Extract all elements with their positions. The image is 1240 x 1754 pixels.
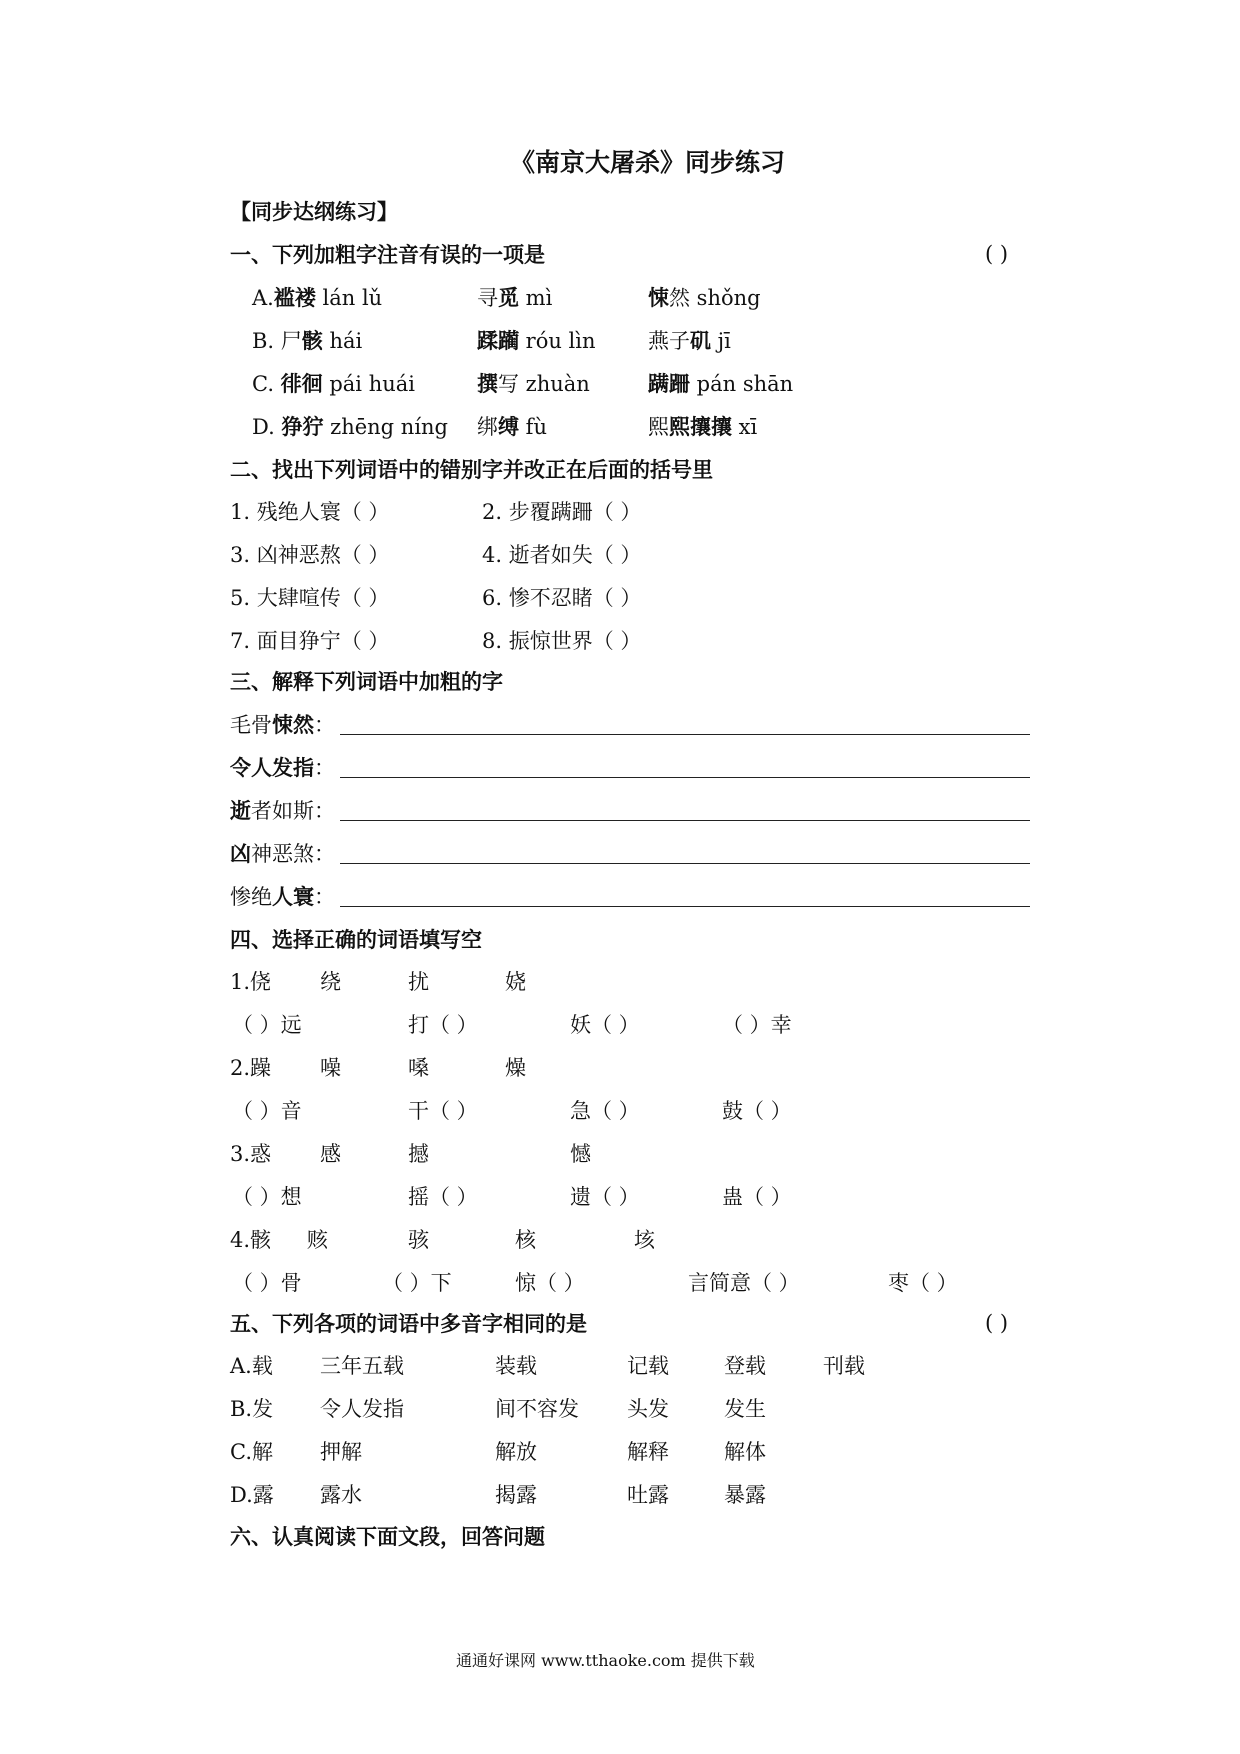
s4-option-char: 4.骸 [230, 1228, 272, 1252]
answer-line [340, 734, 1030, 735]
s5-option-label: D.露 [230, 1483, 274, 1507]
s4-blank: 遗（ ） [570, 1185, 640, 1209]
s2-item: 6. 惨不忍睹（ ） [482, 586, 642, 610]
option-bold-text: 蹒跚 [648, 371, 690, 396]
s4-option-char: 燥 [505, 1056, 526, 1080]
answer-line [340, 906, 1030, 907]
s1-option [252, 287, 382, 309]
option-pinyin: 然 shǒng [669, 286, 761, 310]
s4-blank: （ ）远 [232, 1013, 302, 1037]
option-bold-text: 徘徊 [280, 371, 323, 396]
term-bold-text: 令人发指 [230, 755, 314, 780]
s5-word: 揭露 [495, 1483, 537, 1507]
s1-option [252, 330, 362, 352]
page-title: 《南京大屠杀》同步练习 [510, 148, 786, 177]
option-bold-text: 骸 [301, 328, 323, 353]
term-text: 惨绝 [230, 885, 272, 909]
option-pinyin: fù [519, 415, 547, 439]
s3-item-label [230, 714, 335, 736]
s4-blank: （ ）想 [232, 1185, 302, 1209]
s4-blank: 言简意（ ） [688, 1271, 800, 1295]
s4-blank: 打（ ） [408, 1013, 478, 1037]
option-pinyin: mì [519, 286, 553, 310]
s2-heading: 二、找出下列词语中的错别字并改正在后面的括号里 [230, 457, 713, 482]
option-bold-text: 撰 [477, 371, 498, 396]
s5-option-label: A.载 [230, 1354, 273, 1378]
s4-option-char: 1.侥 [230, 970, 272, 994]
answer-line [340, 863, 1030, 864]
option-letter: D. [252, 415, 282, 439]
option-pinyin: róu lìn [519, 329, 596, 353]
s1-option [477, 416, 547, 438]
option-pinyin: xī [732, 415, 758, 439]
s3-item-label [230, 800, 335, 822]
s2-item: 8. 振惊世界（ ） [482, 629, 642, 653]
s5-word: 头发 [627, 1397, 669, 1421]
s3-item-label [230, 843, 335, 865]
s2-item: 5. 大肆喧传（ ） [230, 586, 390, 610]
s2-item: 1. 残绝人寰（ ） [230, 500, 390, 524]
s4-blank: （ ）幸 [722, 1013, 792, 1037]
s4-blank: （ ）骨 [232, 1271, 302, 1295]
s2-item: 2. 步覆蹒跚（ ） [482, 500, 642, 524]
term-text: 者如斯： [251, 799, 335, 823]
s5-word: 令人发指 [320, 1397, 404, 1421]
s1-option [648, 330, 731, 352]
answer-line [340, 777, 1030, 778]
s3-item-label [230, 886, 335, 908]
s4-blank: （ ）下 [382, 1271, 452, 1295]
s5-word: 发生 [724, 1397, 766, 1421]
s4-option-char: 感 [320, 1142, 341, 1166]
s2-item: 4. 逝者如失（ ） [482, 543, 642, 567]
s1-option [477, 330, 596, 352]
s1-option [648, 287, 761, 309]
s4-option-char: 嗓 [408, 1056, 429, 1080]
s5-word: 吐露 [627, 1483, 669, 1507]
s4-blank: 蛊（ ） [722, 1185, 792, 1209]
s5-word: 解释 [627, 1440, 669, 1464]
s4-blank: 枣（ ） [888, 1271, 958, 1295]
s1-option [252, 416, 448, 438]
option-pinyin: hái [322, 329, 363, 353]
s4-blank: 鼓（ ） [722, 1099, 792, 1123]
option-pinyin: lán lǔ [315, 286, 383, 310]
s4-option-char: 娆 [505, 970, 526, 994]
s1-answer-paren: ( ) [985, 242, 1009, 266]
s5-word: 装载 [495, 1354, 537, 1378]
s1-option [648, 373, 793, 395]
s4-option-char: 核 [515, 1228, 536, 1252]
s3-heading: 三、解释下列词语中加粗的字 [230, 669, 503, 694]
s4-blank: 急（ ） [570, 1099, 640, 1123]
option-bold-text: 狰狞 [281, 414, 324, 439]
option-letter: C. [252, 372, 281, 396]
s4-blank: 干（ ） [408, 1099, 478, 1123]
s4-heading: 四、选择正确的词语填写空 [230, 927, 482, 952]
s5-word: 登载 [724, 1354, 766, 1378]
s5-answer-paren: ( ) [985, 1311, 1009, 1335]
practice-subtitle: 【同步达纲练习】 [230, 199, 398, 224]
s5-word: 间不容发 [495, 1397, 579, 1421]
option-pinyin: pán shān [690, 372, 794, 396]
term-bold-text: 凶 [230, 841, 251, 866]
s4-option-char: 3.惑 [230, 1142, 272, 1166]
s4-option-char: 撼 [408, 1142, 429, 1166]
s5-heading: 五、下列各项的词语中多音字相同的是 [230, 1311, 587, 1336]
s4-blank: 摇（ ） [408, 1185, 478, 1209]
s5-word: 记载 [627, 1354, 669, 1378]
option-bold-text: 蹂躏 [477, 328, 519, 353]
s5-word: 解体 [724, 1440, 766, 1464]
option-bold-text: 悚 [648, 285, 669, 310]
answer-line [340, 820, 1030, 821]
option-bold-text: 矶 [690, 328, 711, 353]
s4-option-char: 噪 [320, 1056, 341, 1080]
term-text: 毛骨 [230, 713, 272, 737]
s1-option [477, 373, 590, 395]
s1-option [252, 373, 415, 395]
option-pinyin: zhēng níng [323, 415, 448, 439]
term-text: ： [314, 885, 335, 909]
term-text: ： [314, 713, 335, 737]
option-letter: B. [252, 329, 281, 353]
term-bold-text: 悚然 [272, 712, 314, 737]
option-bold-text: 缚 [498, 414, 519, 439]
option-bold-text: 觅 [498, 285, 519, 310]
option-text: 燕子 [648, 329, 690, 353]
option-pinyin: 写 zhuàn [498, 372, 590, 396]
s5-word: 三年五载 [320, 1354, 404, 1378]
s4-blank: 惊（ ） [515, 1271, 585, 1295]
s5-word: 露水 [320, 1483, 362, 1507]
s5-option-label: B.发 [230, 1397, 274, 1421]
option-letter: A. [252, 286, 274, 310]
option-text: 熙 [648, 415, 669, 439]
s4-option-char: 2.躁 [230, 1056, 272, 1080]
s4-option-char: 垓 [634, 1228, 655, 1252]
s2-item: 7. 面目狰宁（ ） [230, 629, 390, 653]
s1-heading: 一、下列加粗字注音有误的一项是 [230, 242, 545, 267]
option-pinyin: jī [711, 329, 731, 353]
s5-option-label: C.解 [230, 1440, 273, 1464]
s5-word: 解放 [495, 1440, 537, 1464]
option-bold-text: 熙攘攘 [669, 414, 732, 439]
option-text: 尸 [280, 329, 302, 353]
s6-heading: 六、认真阅读下面文段，回答问题 [230, 1524, 545, 1549]
option-pinyin: pái huái [322, 372, 415, 396]
term-bold-text: 逝 [230, 798, 251, 823]
s4-blank: （ ）音 [232, 1099, 302, 1123]
option-text: 寻 [477, 286, 498, 310]
term-text: ： [314, 756, 335, 780]
s1-option [477, 287, 552, 309]
option-text: 绑 [477, 415, 498, 439]
s4-option-char: 骇 [408, 1228, 429, 1252]
s4-blank: 妖（ ） [570, 1013, 640, 1037]
s3-item-label [230, 757, 335, 779]
term-bold-text: 人寰 [272, 884, 314, 909]
s5-word: 暴露 [724, 1483, 766, 1507]
s5-word: 押解 [320, 1440, 362, 1464]
footer-credit: 通通好课网 www.tthaoke.com 提供下载 [456, 1651, 755, 1670]
s2-item: 3. 凶神恶熬（ ） [230, 543, 390, 567]
s4-option-char: 绕 [320, 970, 341, 994]
s4-option-char: 赅 [307, 1228, 328, 1252]
s4-option-char: 憾 [570, 1142, 591, 1166]
s5-word: 刊载 [823, 1354, 865, 1378]
s1-option [648, 416, 757, 438]
option-bold-text: 褴褛 [273, 285, 316, 310]
term-text: 神恶煞： [251, 842, 335, 866]
s4-option-char: 扰 [408, 970, 429, 994]
